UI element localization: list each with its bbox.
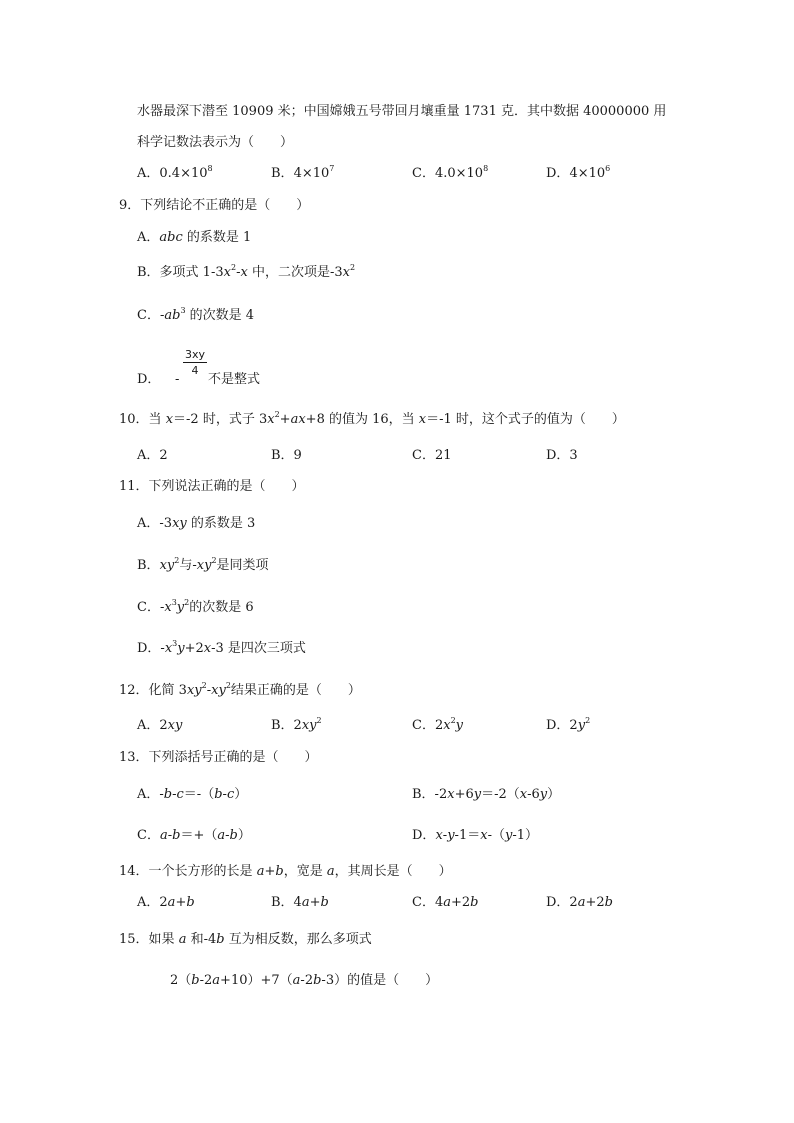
q9-stem: 9．下列结论不正确的是（ ） [119, 198, 310, 213]
q14-option-b: B．4a+b [271, 895, 329, 910]
q9-option-a: A．abc 的系数是 1 [137, 230, 252, 245]
q15-stem: 15．如果 a 和-4b 互为相反数，那么多项式 [119, 932, 372, 947]
q9-option-d-sign: - [175, 372, 180, 387]
q9-option-d-label: D． [137, 372, 161, 387]
fraction-denominator: 4 [191, 364, 199, 377]
q9-option-b: B．多项式 $1-3x^2-x$ 中，二次项是$-3x^2$ [137, 262, 356, 280]
q12-option-b: B．$2xy^2$ [271, 715, 322, 733]
q13-stem: 13．下列添括号正确的是（ ） [119, 750, 318, 765]
q11-option-d: D．$-x^3y+2x-3$ 是四次三项式 [137, 638, 306, 656]
q10-option-b: B．9 [271, 448, 302, 463]
q8-stem-line-1: 水器最深下潜至 10909 米；中国嫦娥五号带回月壤重量 1731 克．其中数据 40000000 用 [137, 104, 667, 119]
fraction-numerator: 3xy [185, 348, 206, 361]
q12-option-a: A．2xy [137, 718, 183, 733]
q9-option-d-fraction [183, 348, 207, 377]
q8-option-c: C．$4.0\times 10^8$ [412, 163, 489, 181]
q14-option-a: A．2a+b [137, 895, 195, 910]
q10-option-a: A．2 [137, 448, 168, 463]
q8-option-b: B．$4\times 10^7$ [271, 163, 335, 181]
q14-stem: 14．一个长方形的长是 a+b，宽是 a，其周长是（ ） [119, 864, 452, 879]
q12-option-c: C．$2x^2y$ [412, 715, 464, 733]
q11-option-a: A．-3xy 的系数是 3 [137, 516, 256, 531]
q12-stem: 12．化简 $3xy^2-xy^2$结果正确的是（ ） [119, 680, 361, 698]
q12-option-d: D．$2y^2$ [546, 715, 591, 733]
q9-option-d-text: 不是整式 [208, 372, 261, 387]
q10-stem: 10．当 x＝-2 时，式子 $3x^2+ax+8$ 的值为 16，当 x＝-1 时，这个式子的值为（ ） [119, 409, 625, 427]
q13-option-c: C．a-b＝+（a-b） [137, 828, 251, 843]
q15-expression: 2（b-2a+10）+7（a-2b-3）的值是（ ） [170, 973, 439, 988]
q9-option-c: C．$-ab^3$ 的次数是 4 [137, 305, 255, 323]
q13-option-d: D．x-y-1＝x-（y-1） [412, 828, 538, 843]
q8-option-a: A．$0.4\times 10^8$ [137, 163, 213, 181]
q11-stem: 11．下列说法正确的是（ ） [119, 479, 305, 494]
q11-option-c: C．$-x^3y^2$的次数是 6 [137, 597, 254, 615]
q13-option-a: A．-b-c＝-（b-c） [137, 787, 248, 802]
q8-stem-line-2: 科学记数法表示为（ ） [137, 135, 294, 150]
q11-option-b: B．$xy^2$与$-xy^2$是同类项 [137, 555, 269, 573]
q14-option-d: D．2a+2b [546, 895, 613, 910]
q10-option-d: D．3 [546, 448, 578, 463]
q8-option-d: D．$4\times 10^6$ [546, 163, 611, 181]
q13-option-b: B．-2x+6y＝-2（x-6y） [412, 787, 561, 802]
q10-option-c: C．21 [412, 448, 452, 463]
q14-option-c: C．4a+2b [412, 895, 479, 910]
